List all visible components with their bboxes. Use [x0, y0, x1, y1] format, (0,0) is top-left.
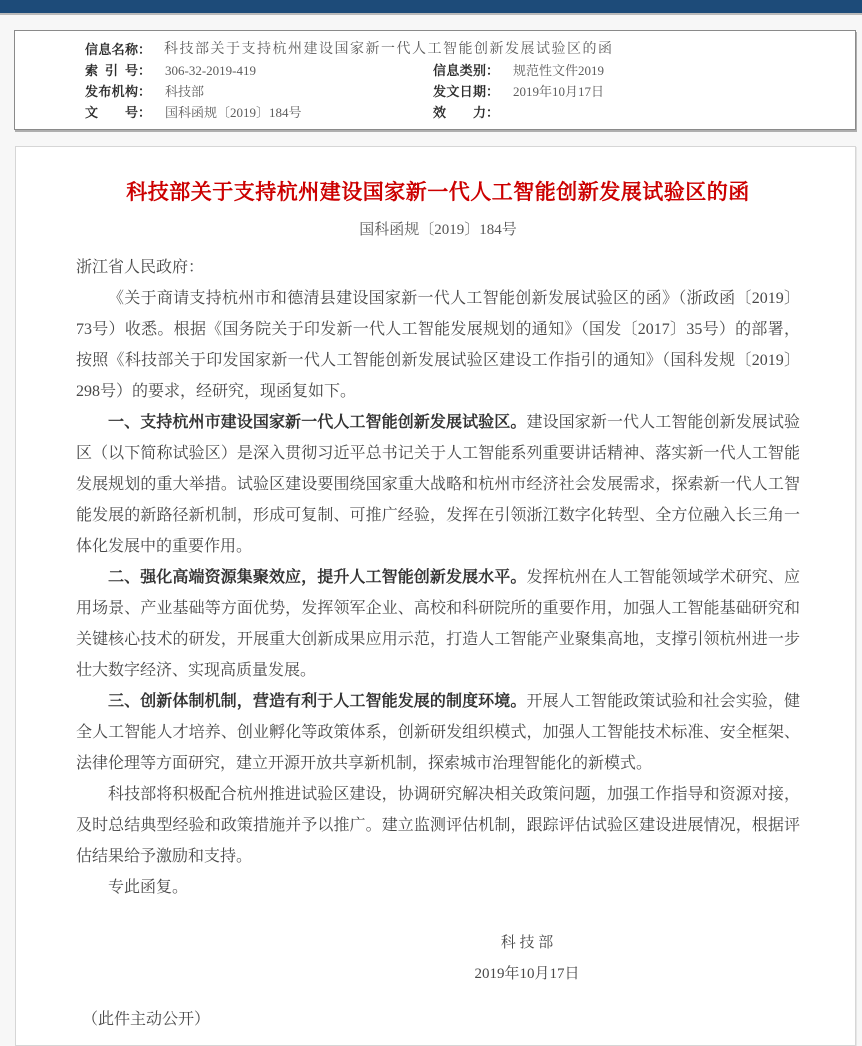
document-body-panel — [15, 146, 856, 1046]
info-cell — [85, 81, 433, 102]
paragraph-text: 开展人工智能政策试验和社会实验，健全人工智能人才培养、创业孵化等政策体系，创新研发组织模式，加强人工智能技术标准、安全框架、法律伦理等方面研究，建立开源开放共享新机制，探索城市治理智能化的新模式。 — [76, 693, 800, 772]
paragraph-text: 专此函复。 — [108, 879, 189, 896]
paragraph-closing — [76, 872, 800, 903]
paragraph-section-3 — [76, 686, 800, 779]
paragraph-lead: 三、创新体制机制，营造有利于人工智能发展的制度环境。 — [108, 693, 527, 710]
paragraph-text: 发挥杭州在人工智能领域学术研究、应用场景、产业基础等方面优势，发挥领军企业、高校和科研院所的重要作用，加强人工智能基础研究和关键核心技术的研发，开展重大创新成果应用示范，打造人工智能产业聚集高地，支撑引领杭州进一步壮大数字经济、实现高质量发展。 — [76, 569, 800, 679]
label-colon: ： — [138, 42, 152, 57]
label-colon: ： — [486, 105, 500, 120]
info-cell — [433, 81, 604, 102]
label-colon: ： — [138, 105, 152, 120]
label-colon: ： — [138, 63, 152, 78]
issue-date-value: 2019年10月17日 — [513, 84, 605, 99]
signer-name: 科 技 部 — [500, 935, 554, 951]
label-colon: ： — [486, 84, 500, 99]
info-category-value: 规范性文件2019 — [513, 63, 605, 78]
label-colon: ： — [138, 84, 152, 99]
paragraph-support — [76, 779, 800, 872]
issuing-agency-value: 科技部 — [165, 84, 205, 99]
issue-date-label: 发文日期 — [433, 84, 486, 99]
validity-label: 效力 — [433, 105, 486, 120]
paragraph-section-1 — [76, 407, 800, 562]
info-row-index — [85, 60, 845, 81]
paragraph-text: 科技部将积极配合杭州推进试验区建设，协调研究解决相关政策问题，加强工作指导和资源对接，及时总结典型经验和政策措施并予以推广。建立监测评估机制，跟踪评估试验区建设进展情况，根据评估结果给予激励和支持。 — [76, 786, 800, 865]
publicity-note: （此件主动公开） — [82, 1011, 211, 1028]
top-nav-bar — [0, 0, 862, 13]
salutation: 浙江省人民政府： — [76, 259, 205, 276]
index-number-value: 306-32-2019-419 — [165, 63, 257, 78]
signature-block — [402, 928, 652, 990]
info-cell — [85, 102, 433, 123]
info-cell — [85, 60, 433, 81]
info-cell — [85, 39, 845, 60]
doc-number-label: 文号 — [85, 105, 138, 120]
paragraph-text: 建设国家新一代人工智能创新发展试验区（以下简称试验区）是深入贯彻习近平总书记关于人工智能系列重要讲话精神、落实新一代人工智能发展规划的重大举措。试验区建设要围绕国家重大战略和杭州市经济社会发展需求，探索新一代人工智能发展的新路径新机制，形成可复制、可推广经验，发挥在引领浙江数字化转型、全方位融入长三角一体化发展中的重要作用。 — [76, 414, 800, 555]
issuing-agency-label: 发布机构 — [85, 84, 138, 99]
paragraph-intro — [76, 283, 800, 407]
info-name-label: 信息名称 — [85, 42, 138, 57]
document-info-panel — [14, 30, 856, 130]
info-cell — [433, 102, 513, 123]
info-name-value: 科技部关于支持杭州建设国家新一代人工智能创新发展试验区的函 — [164, 42, 614, 57]
doc-number-value: 国科函规〔2019〕184号 — [165, 105, 302, 120]
label-colon: ： — [486, 63, 500, 78]
paragraph-lead: 一、支持杭州市建设国家新一代人工智能创新发展试验区。 — [108, 414, 527, 431]
info-row-name — [85, 39, 845, 60]
document-content — [76, 252, 800, 1035]
info-row-agency — [85, 81, 845, 102]
info-row-docnumber — [85, 102, 845, 123]
signature-date: 2019年10月17日 — [474, 966, 580, 982]
paragraph-lead: 二、强化高端资源集聚效应，提升人工智能创新发展水平。 — [108, 569, 527, 586]
document-number: 国科函规〔2019〕184号 — [359, 222, 517, 238]
paragraph-section-2 — [76, 562, 800, 686]
index-number-label: 索引号 — [85, 63, 138, 78]
info-cell — [433, 60, 604, 81]
paragraph-text: 《关于商请支持杭州市和德清县建设国家新一代人工智能创新发展试验区的函》（浙政函〔2019〕73号）收悉。根据《国务院关于印发新一代人工智能发展规划的通知》（国发〔2017〕35号）的部署，按照《科技部关于印发国家新一代人工智能创新发展试验区建设工作指引的通知》（国科发规〔2019〕298号）的要求，经研究，现函复如下。 — [76, 290, 800, 400]
document-title: 科技部关于支持杭州建设国家新一代人工智能创新发展试验区的函 — [126, 180, 750, 204]
info-category-label: 信息类别 — [433, 63, 486, 78]
